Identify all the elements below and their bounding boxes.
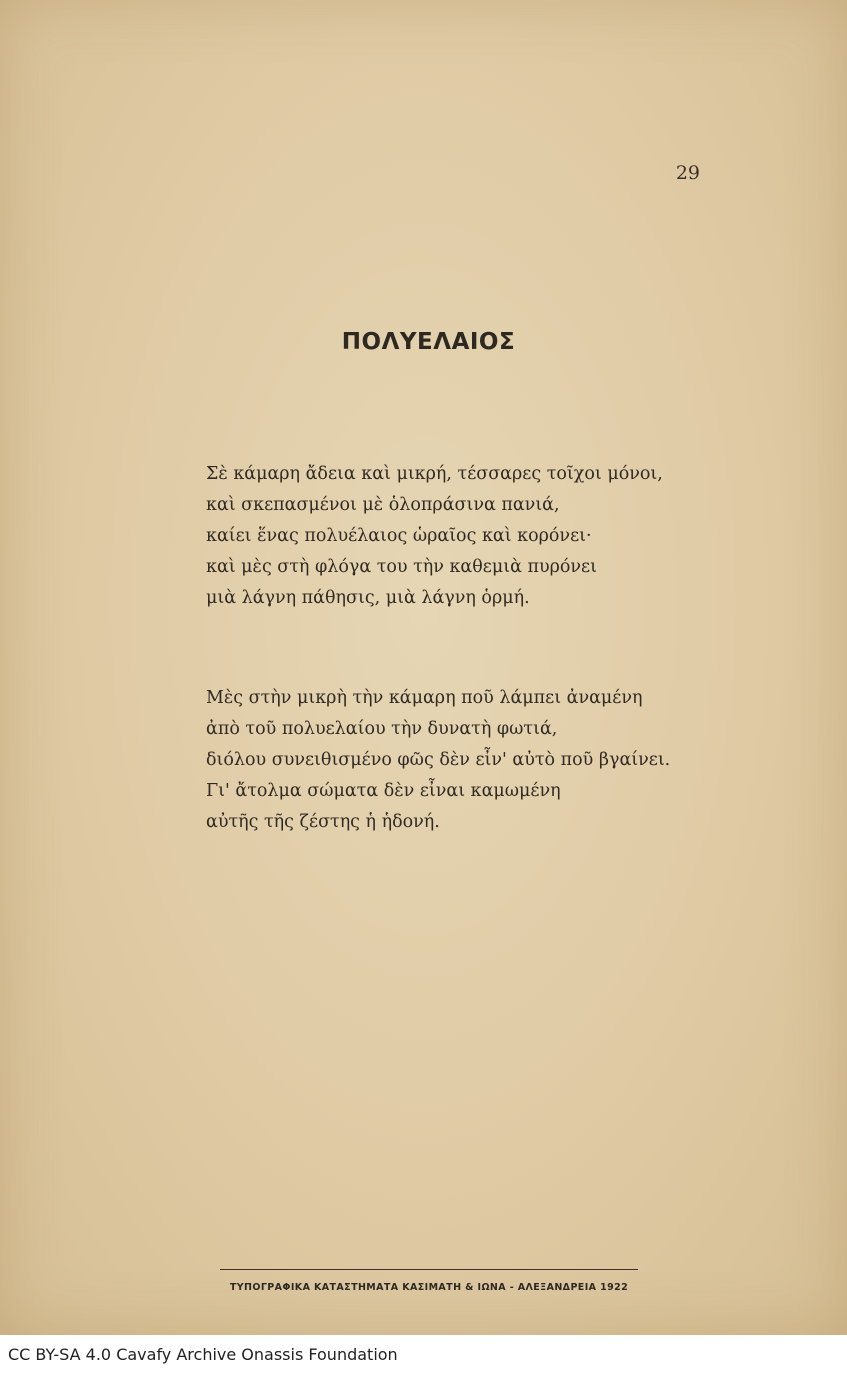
page-number: 29 [675,162,700,184]
poem-line: Γι' ἄτολμα σώματα δὲν εἶναι καμωμένη [206,781,561,801]
poem-line: ἀπὸ τοῦ πολυελαίου τὴν δυνατὴ φωτιά, [206,719,558,739]
poem-title: ΠΟΛΥΕΛΑΙΟΣ [341,329,516,355]
stanza-1 [206,459,706,614]
poem-line: Σὲ κάμαρη ἄδεια καὶ μικρή, τέσσαρες τοῖχοι μόνοι, [206,464,663,484]
poem-line: καὶ σκεπασμένοι μὲ ὁλοπράσινα πανιά, [206,495,560,515]
poem-line: καίει ἕνας πολυέλαιος ὡραῖος καὶ κορόνει· [206,526,592,546]
stanza-2 [206,683,706,838]
poem-line: Μὲς στὴν μικρὴ τὴν κάμαρη ποῦ λάμπει ἀναμένη [206,688,643,708]
poem-line: καὶ μὲς στὴ φλόγα του τὴν καθεμιὰ πυρόνει [206,557,597,577]
footer-rule [220,1269,638,1270]
printer-imprint: ΤΥΠΟΓΡΑΦΙΚΑ ΚΑΤΑΣΤΗΜΑΤΑ ΚΑΣΙΜΑΤΗ & ΙΩΝΑ - ΑΛΕΞΑΝΔΡΕΙΑ 1922 [229,1282,629,1293]
license-credit: CC BY-SA 4.0 Cavafy Archive Onassis Foundation [8,1345,398,1364]
poem-line: μιὰ λάγνη πάθησις, μιὰ λάγνη ὁρμή. [206,588,530,608]
credit-bar [0,1335,847,1375]
poem-line: αὐτῆς τῆς ζέστης ἡ ἡδονή. [206,812,440,832]
poem-line: διόλου συνειθισμένο φῶς δὲν εἶν' αὐτὸ ποῦ βγαίνει. [206,750,671,770]
